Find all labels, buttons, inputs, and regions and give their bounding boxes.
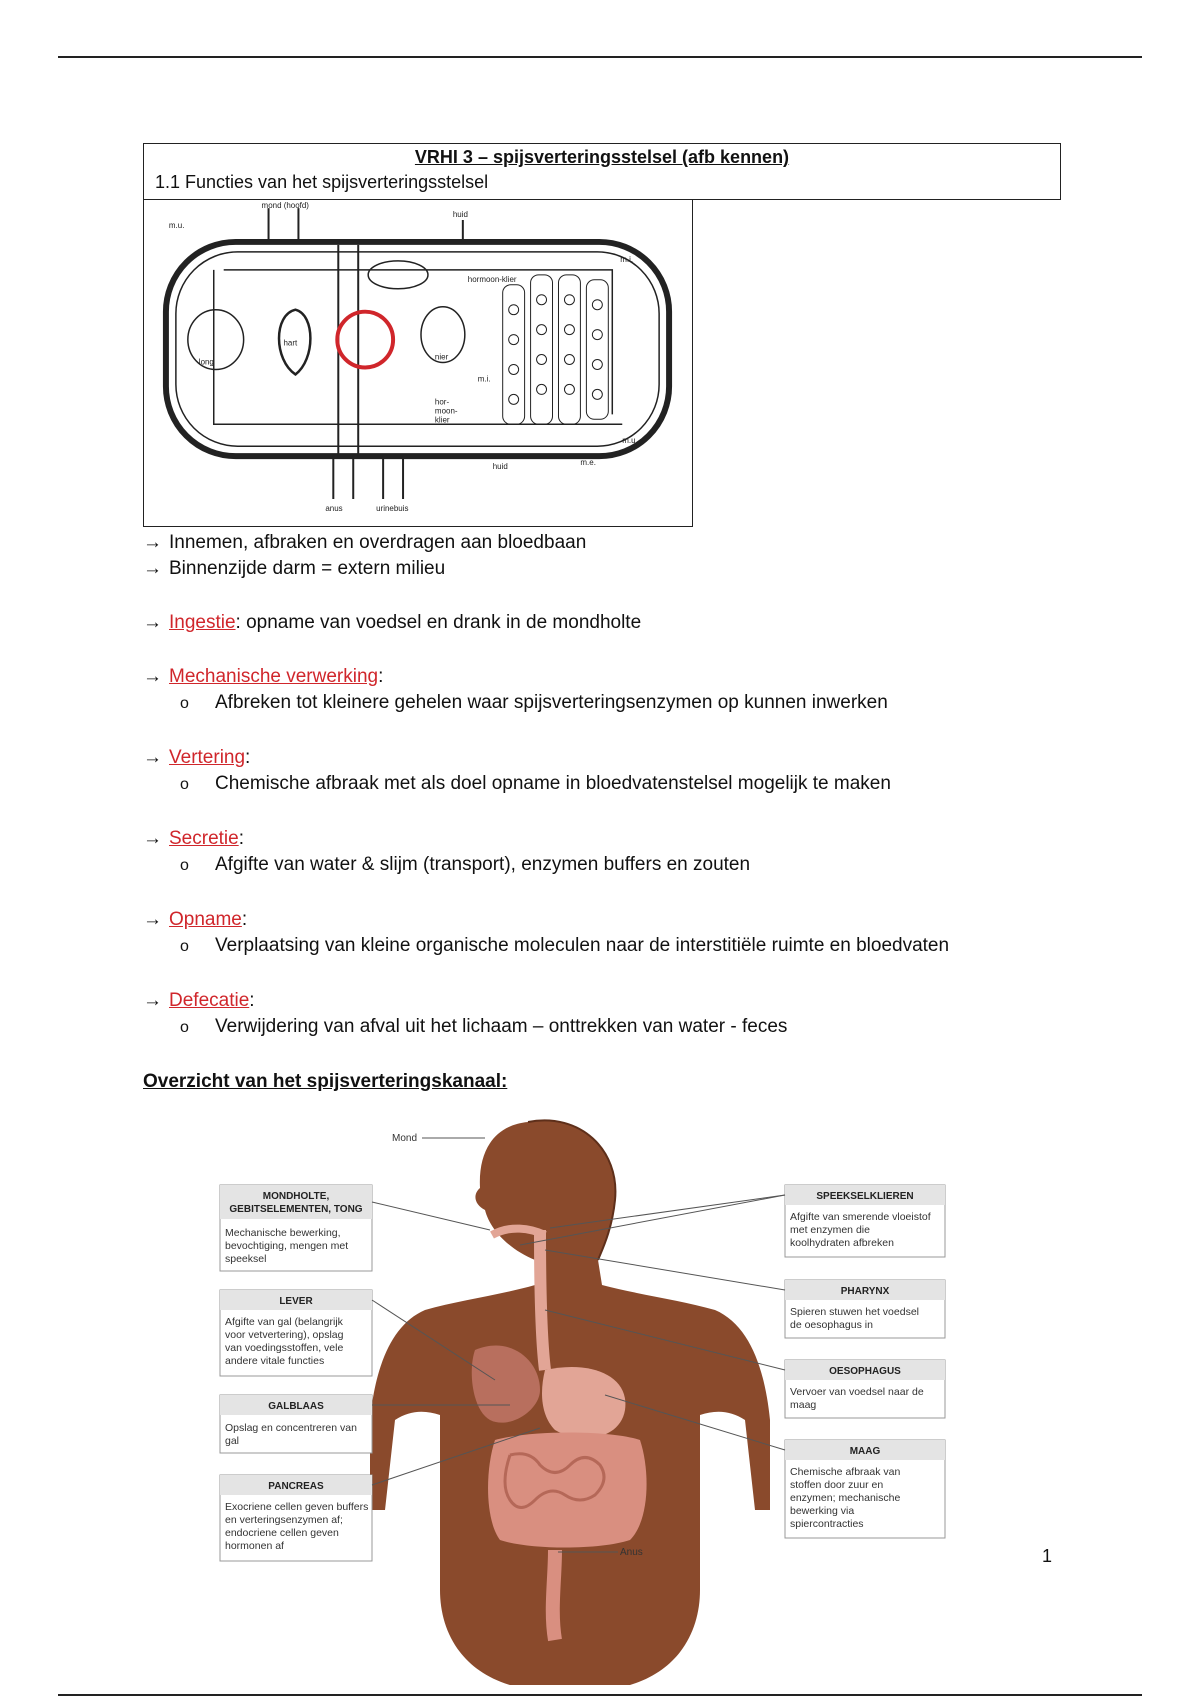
label-galblaas	[220, 1395, 372, 1453]
bullet-icon: o	[180, 1019, 189, 1036]
intro-line-2: → Binnenzijde darm = extern milieu	[143, 556, 1143, 582]
svg-text:speeksel: speeksel	[225, 1253, 267, 1265]
label-hormoon: hormoon-klier	[467, 274, 517, 284]
label-mu-left: m.u.	[168, 220, 185, 230]
svg-text:Afgifte van smerende vloeistof: Afgifte van smerende vloeistof	[790, 1211, 931, 1223]
label-mond-anatomy: Mond	[392, 1133, 418, 1144]
svg-text:met enzymen die: met enzymen die	[790, 1224, 870, 1236]
svg-text:Afgifte van gal (belangrijk: Afgifte van gal (belangrijk	[225, 1316, 343, 1328]
section-title: Overzicht van het spijsverteringskanaal:	[143, 1071, 508, 1092]
svg-text:de oesophagus in: de oesophagus in	[790, 1319, 873, 1331]
mouth-opening	[269, 208, 463, 242]
label-maag	[785, 1440, 945, 1538]
svg-text:SPEEKSELKLIEREN: SPEEKSELKLIEREN	[816, 1191, 914, 1202]
svg-text:MONDHOLTE,: MONDHOLTE,	[262, 1191, 330, 1202]
schema-svg	[144, 200, 692, 526]
svg-text:koolhydraten afbreken: koolhydraten afbreken	[790, 1237, 894, 1249]
label-nier: nier	[434, 352, 449, 362]
label-mu-br: m.u.	[622, 436, 638, 446]
svg-text:bewerking via: bewerking via	[790, 1505, 855, 1517]
svg-text:voor vetvertering), opslag: voor vetvertering), opslag	[225, 1329, 344, 1341]
term-vertering: Vertering	[169, 747, 246, 768]
tissue-cells	[503, 275, 609, 424]
function-defecatie: → Defecatie:	[143, 988, 1143, 1014]
function-opname: → Opname:	[143, 907, 1143, 933]
svg-text:Exocriene cellen geven buffers: Exocriene cellen geven buffers	[225, 1501, 369, 1513]
function-secretie: → Secretie:	[143, 826, 1143, 852]
label-hor: hor-	[434, 397, 450, 407]
label-anus: anus	[325, 503, 343, 513]
label-oesophagus	[785, 1360, 945, 1418]
anatomy-figure	[210, 1110, 965, 1690]
svg-text:GALBLAAS: GALBLAAS	[268, 1401, 324, 1412]
label-pharynx	[785, 1280, 945, 1338]
term-opname: Opname	[169, 909, 242, 930]
label-me: m.e.	[580, 458, 596, 468]
arrow-icon: →	[143, 990, 162, 1011]
highlight-circle	[337, 312, 393, 368]
label-huid2: huid	[492, 462, 508, 472]
top-rule	[58, 56, 1142, 58]
bottom-rule	[58, 1694, 1142, 1696]
function-ingestie: → Ingestie: opname van voedsel en drank in de mondholte	[143, 610, 1143, 636]
lung-shape	[188, 310, 244, 370]
label-mondholte	[220, 1185, 372, 1271]
content	[143, 530, 1143, 1095]
svg-text:Chemische afbraak van: Chemische afbraak van	[790, 1466, 901, 1478]
term-mechanisch: Mechanische verwerking	[169, 666, 379, 687]
svg-text:stoffen door zuur en: stoffen door zuur en	[790, 1479, 884, 1491]
svg-text:gal: gal	[225, 1435, 240, 1447]
label-urinebuis: urinebuis	[376, 503, 409, 513]
svg-text:Vervoer van voedsel naar de: Vervoer van voedsel naar de	[790, 1386, 924, 1398]
term-defecatie: Defecatie	[169, 990, 250, 1011]
label-hart: hart	[283, 338, 298, 348]
sub-vertering: o Chemische afbraak met als doel opname in bloedvatenstelsel mogelijk te maken	[143, 771, 1143, 798]
schema-diagram	[143, 200, 693, 527]
page-number: 1	[1042, 1546, 1053, 1566]
label-moon: moon-	[434, 406, 458, 416]
svg-text:hormonen af: hormonen af	[225, 1540, 284, 1552]
svg-text:PHARYNX: PHARYNX	[840, 1286, 890, 1297]
function-vertering: → Vertering:	[143, 745, 1143, 771]
arrow-icon: →	[143, 612, 162, 633]
svg-text:endocriene cellen geven: endocriene cellen geven	[225, 1527, 339, 1539]
sub-opname: o Verplaatsing van kleine organische moleculen naar de interstitiële ruimte en bloedvaten	[143, 933, 1143, 960]
bullet-icon: o	[180, 938, 189, 955]
svg-text:maag: maag	[790, 1399, 817, 1411]
term-secretie: Secretie	[169, 828, 239, 849]
function-mechanisch: → Mechanische verwerking:	[143, 664, 1143, 690]
page-title: VRHI 3 – spijsverteringsstelsel (afb kennen)	[414, 147, 790, 167]
svg-text:LEVER: LEVER	[279, 1296, 313, 1307]
svg-text:spiercontracties: spiercontracties	[790, 1518, 864, 1530]
sub-mechanisch: o Afbreken tot kleinere gehelen waar spijsverteringsenzymen op kunnen inwerken	[143, 690, 1143, 717]
label-pancreas	[220, 1475, 372, 1561]
svg-text:en verteringsenzymen af;: en verteringsenzymen af;	[225, 1514, 343, 1526]
sub-secretie: o Afgifte van water & slijm (transport), enzymen buffers en zouten	[143, 852, 1143, 879]
bullet-icon: o	[180, 776, 189, 793]
label-speekselklieren	[785, 1185, 945, 1257]
label-huid: huid	[452, 210, 468, 220]
svg-text:bevochtiging, mengen met: bevochtiging, mengen met	[225, 1240, 349, 1252]
label-mond: mond (hoofd)	[261, 201, 309, 211]
arrow-icon: →	[143, 909, 162, 930]
arrow-icon: →	[143, 828, 162, 849]
svg-text:OESOPHAGUS: OESOPHAGUS	[829, 1366, 901, 1377]
arrow-icon: →	[143, 666, 162, 687]
arrow-icon: →	[143, 747, 162, 768]
svg-text:van voedingsstoffen, vele: van voedingsstoffen, vele	[225, 1342, 344, 1354]
svg-text:GEBITSELEMENTEN, TONG: GEBITSELEMENTEN, TONG	[229, 1204, 363, 1215]
svg-text:PANCREAS: PANCREAS	[268, 1481, 324, 1492]
label-klier: klier	[434, 415, 450, 425]
title-box	[143, 143, 1061, 200]
label-anus-anatomy: Anus	[620, 1547, 643, 1558]
bottom-openings	[333, 456, 403, 499]
svg-text:Opslag en concentreren van: Opslag en concentreren van	[225, 1422, 357, 1434]
arrow-icon: →	[143, 532, 162, 553]
anatomy-svg	[210, 1110, 965, 1690]
svg-text:enzymen; mechanische: enzymen; mechanische	[790, 1492, 901, 1504]
svg-text:andere vitale functies: andere vitale functies	[225, 1355, 325, 1367]
label-mi: m.i.	[477, 374, 491, 384]
section-subtitle: 1.1 Functies van het spijsverteringsstelsel	[155, 172, 489, 192]
svg-text:Mechanische bewerking,: Mechanische bewerking,	[225, 1227, 341, 1239]
arrow-icon: →	[143, 558, 162, 579]
intro-line-1: → Innemen, afbraken en overdragen aan bloedbaan	[143, 530, 1143, 556]
svg-text:Spieren stuwen het voedsel: Spieren stuwen het voedsel	[790, 1306, 919, 1318]
label-lever	[220, 1290, 372, 1376]
bullet-icon: o	[180, 695, 189, 712]
label-mi-right: m.i.	[620, 254, 634, 264]
svg-text:MAAG: MAAG	[849, 1446, 881, 1457]
sub-defecatie: o Verwijdering van afval uit het lichaam – onttrekken van water - feces	[143, 1014, 1143, 1041]
bullet-icon: o	[180, 857, 189, 874]
label-long: long	[198, 357, 214, 367]
term-ingestie: Ingestie	[169, 612, 236, 633]
